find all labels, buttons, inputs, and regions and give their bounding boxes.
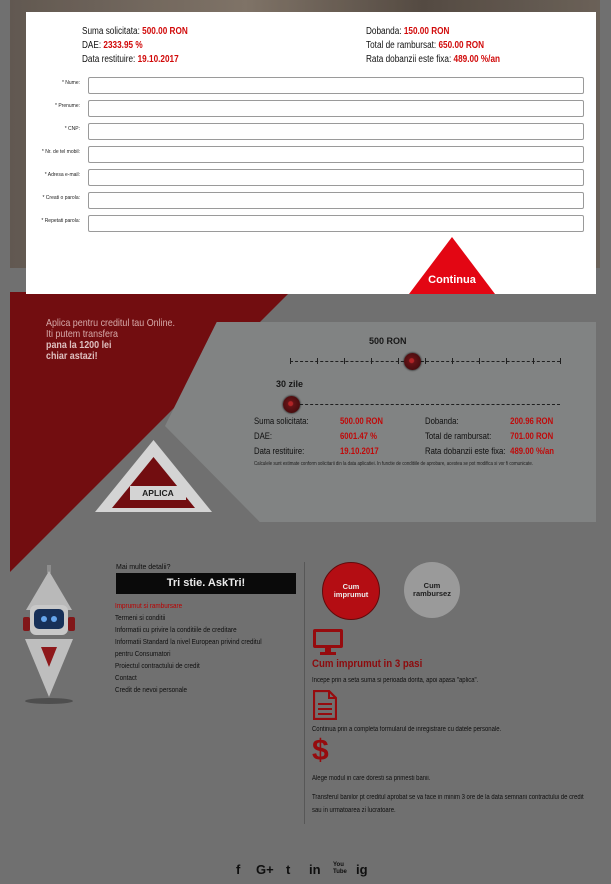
form-row-prenume xyxy=(26,100,596,116)
form-row-telefon xyxy=(26,146,596,162)
footer-link-informatii[interactable]: Informatii cu privire la conditiile de creditare xyxy=(115,625,237,634)
step-3-text: Alege modul in care doresti sa primesti banii. xyxy=(312,775,431,782)
promo-line-3: pana la 1200 lei xyxy=(46,339,112,351)
footer-link-contact[interactable]: Contact xyxy=(115,673,137,682)
cnp-input[interactable] xyxy=(88,123,584,140)
youtube-icon[interactable]: You Tube xyxy=(333,862,347,875)
facebook-icon[interactable]: f xyxy=(236,862,241,877)
instagram-icon[interactable]: ig xyxy=(356,862,368,877)
footer-link-credit[interactable]: Credit de nevoi personale xyxy=(115,685,188,694)
prenume-input[interactable] xyxy=(88,100,584,117)
calc-row-rata: Rata dobanzii este fixa: 489.00 %/an xyxy=(425,446,555,456)
calc-row-dae: DAE: 6001.47 % xyxy=(254,431,378,441)
calc-row-total: Total de rambursat: 701.00 RON xyxy=(425,431,554,441)
transfer-note: Transferul banilor pt creditul aprobat se va face in minim 3 ore de la data semnarii contractului de credit sau in urmatoarea zi lucratoare. xyxy=(312,794,584,814)
telefon-label: * Nr. de tel mobil: xyxy=(41,149,80,155)
calc-row-suma: Suma solicitata: 500.00 RON xyxy=(254,416,384,426)
registration-modal xyxy=(26,12,596,294)
email-label: * Adresa e-mail: xyxy=(44,172,80,178)
continue-button-label[interactable]: Continua xyxy=(428,274,476,286)
steps-title: Cum imprumut in 3 pasi xyxy=(312,658,423,670)
footer-link-proiect[interactable]: Proiectul contractului de credit xyxy=(115,661,200,670)
cnp-label: * CNP: xyxy=(64,126,80,132)
modal-summary-right: Dobanda: 150.00 RON Total de rambursat: 650.00 RON Rata dobanzii este fixa: 489.00 %/an xyxy=(366,26,501,65)
step-2-text: Continua prin a completa formularul de inregistrare cu datele personale. xyxy=(312,726,502,733)
google-plus-icon[interactable]: G+ xyxy=(256,862,274,877)
form-row-repeta-parola xyxy=(26,215,596,231)
more-details-label: Mai multe detalii? xyxy=(116,564,171,571)
calc-row-dobanda: Dobanda: 200.96 RON xyxy=(425,416,554,426)
nume-input[interactable] xyxy=(88,77,584,94)
twitter-icon[interactable]: t xyxy=(286,862,291,877)
ask-tri-banner[interactable]: Tri stie. AskTri! xyxy=(116,573,296,594)
form-row-nume xyxy=(26,77,596,93)
calc-row-data: Data restituire: 19.10.2017 xyxy=(254,446,379,456)
days-slider-value: 30 zile xyxy=(276,379,304,389)
prenume-label: * Prenume: xyxy=(54,103,80,109)
step-1-text: Incepe prin a seta suma si perioada dorita, apoi apasa "aplica". xyxy=(312,677,479,684)
form-row-cnp xyxy=(26,123,596,139)
password-input[interactable] xyxy=(88,192,584,209)
aplica-button[interactable]: APLICA xyxy=(130,486,186,500)
amount-slider-value: 500 RON xyxy=(369,336,407,346)
form-row-parola xyxy=(26,192,596,208)
nume-label: * Nume: xyxy=(61,80,80,86)
parola-label: * Creati o parola: xyxy=(42,195,80,201)
linkedin-icon[interactable]: in xyxy=(309,862,321,877)
footer-link-termeni[interactable]: Termeni si conditii xyxy=(115,613,166,622)
promo-line-2: Iti putem transfera xyxy=(46,328,118,340)
cum-rambursez-button[interactable]: Cum rambursez xyxy=(404,562,460,618)
repeta-parola-label: * Repetati parola: xyxy=(41,218,80,224)
promo-line-1: Aplica pentru creditul tau Online. xyxy=(46,317,176,329)
modal-summary-left: Suma solicitata: 500.00 RON DAE: 2333.95 % Data restituire: 19.10.2017 xyxy=(82,26,188,65)
telefon-input[interactable] xyxy=(88,146,584,163)
confirm-password-input[interactable] xyxy=(88,215,584,232)
footer-link-standard[interactable]: Informatii Standard la nivel European privind creditul pentru Consumatori xyxy=(115,637,262,658)
cum-imprumut-button[interactable]: Cum imprumut xyxy=(322,562,380,620)
footer-link-imprumut[interactable]: Imprumut si rambursare xyxy=(115,601,183,610)
email-input[interactable] xyxy=(88,169,584,186)
promo-line-4: chiar astazi! xyxy=(46,350,98,362)
calc-note: Calculele sunt estimate conform solicitarii din la data aplicatiei. In functie de conditiile de aprobare, acestea se pot modifica si vor fi comunicate. xyxy=(254,461,534,467)
form-row-email xyxy=(26,169,596,185)
dollar-icon: $ xyxy=(312,734,329,767)
